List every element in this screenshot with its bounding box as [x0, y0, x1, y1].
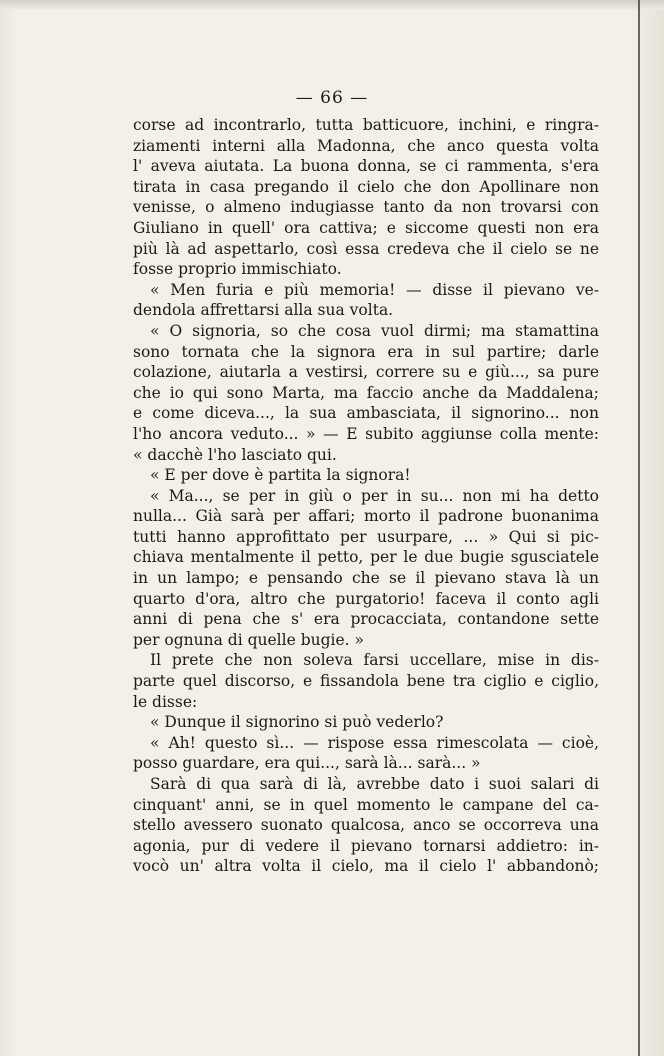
text-line: « Men furia e più memoria! — disse il pievano ve- — [150, 280, 599, 299]
text-line: agonia, pur di vedere il pievano tornarsi addietro: in- — [133, 836, 599, 855]
text-line: nulla... Già sarà per affari; morto il padrone buonanima — [133, 507, 599, 526]
text-line: « Ma..., se per in giù o per in su... non mi ha detto — [150, 486, 599, 505]
text-line: Il prete che non soleva farsi uccellare, mise in dis- — [150, 651, 599, 670]
text-line: « dacchè l'ho lasciato qui. — [133, 445, 337, 464]
text-line: più là ad aspettarlo, così essa credeva che il cielo se ne — [133, 239, 599, 258]
text-line: « Ah! questo sì... — rispose essa rimescolata — cioè, — [150, 733, 599, 752]
text-line: per ognuna di quelle bugie. » — [133, 630, 364, 649]
text-line: corse ad incontrarlo, tutta batticuore, inchini, e ringra- — [133, 116, 599, 134]
text-line: e come diceva..., la sua ambasciata, il signorino... non — [133, 404, 599, 423]
text-line: tirata in casa pregando il cielo che don Apollinare non — [133, 177, 599, 196]
text-line: fosse proprio immischiato. — [133, 260, 342, 279]
body-text — [133, 115, 599, 877]
text-line: posso guardare, era qui..., sarà là... sarà... » — [133, 754, 481, 773]
text-line: « E per dove è partita la signora! — [150, 466, 411, 485]
text-line: le disse: — [133, 692, 198, 711]
text-line: che io qui sono Marta, ma faccio anche da Maddalena; — [133, 383, 599, 402]
page-number: — 66 — — [295, 88, 369, 108]
text-line: colazione, aiutarla a vestirsi, correre su e giù..., sa pure — [133, 363, 599, 382]
text-line: l'ho ancora veduto... » — E subito aggiunse colla mente: — [133, 424, 599, 443]
text-line: « O signoria, so che cosa vuol dirmi; ma stamattina — [150, 321, 599, 340]
text-line: tutti hanno approfittato per usurpare, ... » Qui si pic- — [133, 527, 599, 546]
text-line: vocò un' altra volta il cielo, ma il cielo l' abbandonò; — [133, 857, 599, 876]
text-line: anni di pena che s' era procacciata, contandone sette — [133, 610, 599, 629]
scan-top-edge — [0, 0, 664, 10]
text-line: Giuliano in quell' ora cattiva; e siccome questi non era — [133, 218, 599, 237]
text-line: dendola affrettarsi alla sua volta. — [133, 301, 394, 320]
text-line: l' aveva aiutata. La buona donna, se ci rammenta, s'era — [133, 157, 599, 176]
text-line: chiava mentalmente il petto, per le due bugie sgusciatele — [133, 548, 599, 567]
text-line: stello avessero suonato qualcosa, anco se occorreva una — [133, 816, 599, 835]
text-line: ziamenti interni alla Madonna, che anco questa volta — [133, 136, 599, 155]
text-line: venisse, o almeno indugiasse tanto da non trovarsi con — [133, 198, 599, 217]
text-line: sono tornata che la signora era in sul partire; darle — [133, 342, 599, 361]
text-line: cinquant' anni, se in quel momento le campane del ca- — [133, 795, 599, 814]
text-line: « Dunque il signorino si può vederlo? — [150, 713, 444, 732]
text-line: in un lampo; e pensando che se il pievano stava là un — [133, 569, 599, 588]
text-line: Sarà di qua sarà di là, avrebbe dato i suoi salari di — [150, 775, 599, 793]
text-line: quarto d'ora, altro che purgatorio! faceva il conto agli — [133, 589, 599, 608]
text-line: parte quel discorso, e fissandola bene tra ciglio e ciglio, — [133, 672, 599, 691]
page-edge-line — [638, 0, 640, 1056]
